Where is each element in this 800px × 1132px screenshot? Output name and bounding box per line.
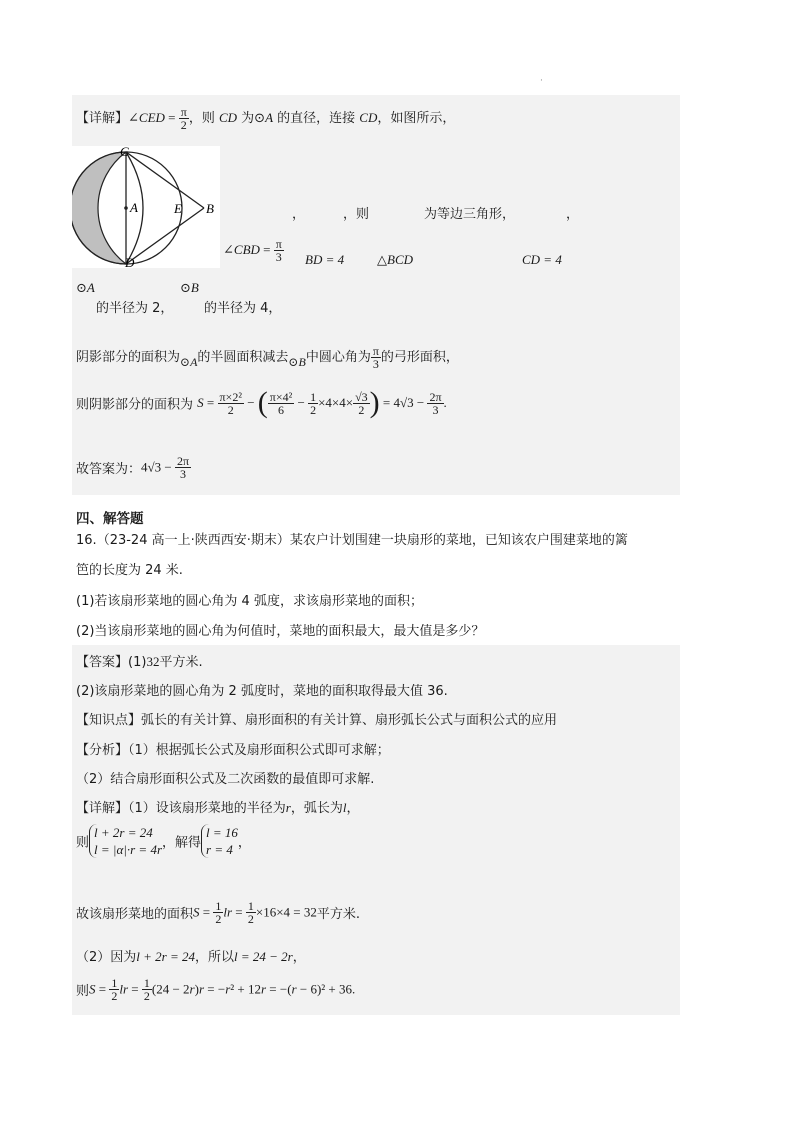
label-a: A bbox=[130, 200, 138, 215]
label-b: B bbox=[206, 201, 214, 216]
detail16-line1: 【详解】（1）设该扇形菜地的半径为r，弧长为l， bbox=[76, 800, 360, 816]
analysis-line1: 【分析】（1）根据弧长公式及扇形面积公式即可求解； bbox=[76, 743, 390, 758]
frac-pi-2: $\frac{\pi}{2}$ bbox=[180, 105, 187, 132]
label-e: E bbox=[174, 201, 182, 216]
section-title: 四、解答题 bbox=[76, 511, 144, 527]
circle-figure-svg bbox=[72, 146, 220, 268]
row1-comma3: ， bbox=[566, 207, 580, 222]
geometry-figure bbox=[72, 146, 220, 268]
final-formula-line: 则S = $\frac{1}{2}$ lr = $\frac{1}{2}$ (24 − 2r)r = −r² + 12r = −(r − 6)² + 36. bbox=[76, 976, 356, 1003]
bd-eq: BD = 4 bbox=[305, 252, 345, 267]
cd-eq: CD = 4 bbox=[522, 252, 562, 267]
problem16-q1: (1)若该扇形菜地的圆心角为 4 弧度，求该扇形菜地的面积； bbox=[76, 594, 423, 609]
problem16-line1: 16.（23-24 高一上·陕西西安·期末）某农户计划围建一块扇形的菜地，已知该农户围建菜地的篱 bbox=[76, 533, 628, 548]
detail-line-1: 【详解】∠CED = $\frac{\pi}{2}$ ，则 CD 为⊙A 的直径，连接 CD，如图所示， bbox=[76, 105, 456, 132]
triangle-bcd: △BCD bbox=[377, 252, 413, 267]
problem16-line2: 笆的长度为 24 米. bbox=[76, 563, 183, 578]
area-line: 则阴影部分的面积为 S = $\frac{\text{π×2²}}{2}$ − ( $\frac{\text{π×4²}}{6}$ − $\frac{1}{2}$ ×4×4× $\frac{√3}{2}$ ) = 4√3 − $\frac{2\pi}{3}$ . bbox=[76, 386, 447, 419]
radius-text-b: 的半径为 4， bbox=[204, 301, 282, 316]
detail-rest: ，则 CD 为⊙A 的直径，连接 CD，如图所示， bbox=[188, 110, 456, 126]
knowledge-line: 【知识点】弧长的有关计算、扇形面积的有关计算、扇形弧长公式与面积公式的应用 bbox=[76, 713, 558, 728]
label-d: D bbox=[125, 255, 135, 268]
radius-text-a: 的半径为 2， bbox=[96, 301, 174, 316]
circle-b-symbol: ⊙B bbox=[180, 280, 199, 295]
angle-ced: ∠CED bbox=[128, 110, 165, 125]
center-a bbox=[124, 206, 128, 210]
top-mark: · bbox=[540, 76, 543, 86]
circle-a-symbol: ⊙A bbox=[76, 280, 95, 295]
problem16-q2: (2)当该扇形菜地的圆心角为何值时，菜地的面积最大，最大值是多少？ bbox=[76, 624, 485, 639]
area16-line: 故该扇形菜地的面积S = $\frac{1}{2}$ lr = $\frac{1}{2}$ ×16×4 = 32平方米. bbox=[76, 899, 361, 926]
segment-db bbox=[126, 208, 204, 264]
detail-label: 【详解】 bbox=[76, 111, 129, 126]
row1-tri-text: 为等边三角形， bbox=[424, 207, 516, 222]
analysis-line2: （2）结合扇形面积公式及二次函数的最值即可求解. bbox=[76, 772, 375, 787]
shaded-region bbox=[72, 152, 126, 264]
shadow-line: 阴影部分的面积为⊙A的半圆面积减去⊙B中圆心角为 $\frac{\pi}{3}$ 的弓形面积， bbox=[76, 344, 459, 371]
system-equations: l + 2r = 24 l = |α|·r = 4r bbox=[89, 824, 162, 858]
part2-line: （2）因为l + 2r = 24，所以l = 24 − 2r， bbox=[76, 949, 306, 965]
system-solutions: l = 16 r = 4 bbox=[201, 824, 238, 858]
equation-system-line: 则 l + 2r = 24 l = |α|·r = 4r ，解得 l = 16 r = 4 ， bbox=[76, 825, 251, 857]
row1-comma1: ， bbox=[292, 207, 306, 222]
answer-line: 故答案为：4√3 − $\frac{2\pi}{3}$ bbox=[76, 454, 190, 481]
angle-cbd: ∠CBD = $\frac{\pi}{3}$ bbox=[223, 237, 282, 264]
answer16-line1: 【答案】(1)32平方米. bbox=[76, 654, 203, 670]
row1-comma2: ，则 bbox=[343, 207, 370, 222]
answer16-line2: (2)该扇形菜地的圆心角为 2 弧度时，菜地的面积取得最大值 36. bbox=[76, 684, 448, 699]
label-c: C bbox=[120, 146, 129, 159]
